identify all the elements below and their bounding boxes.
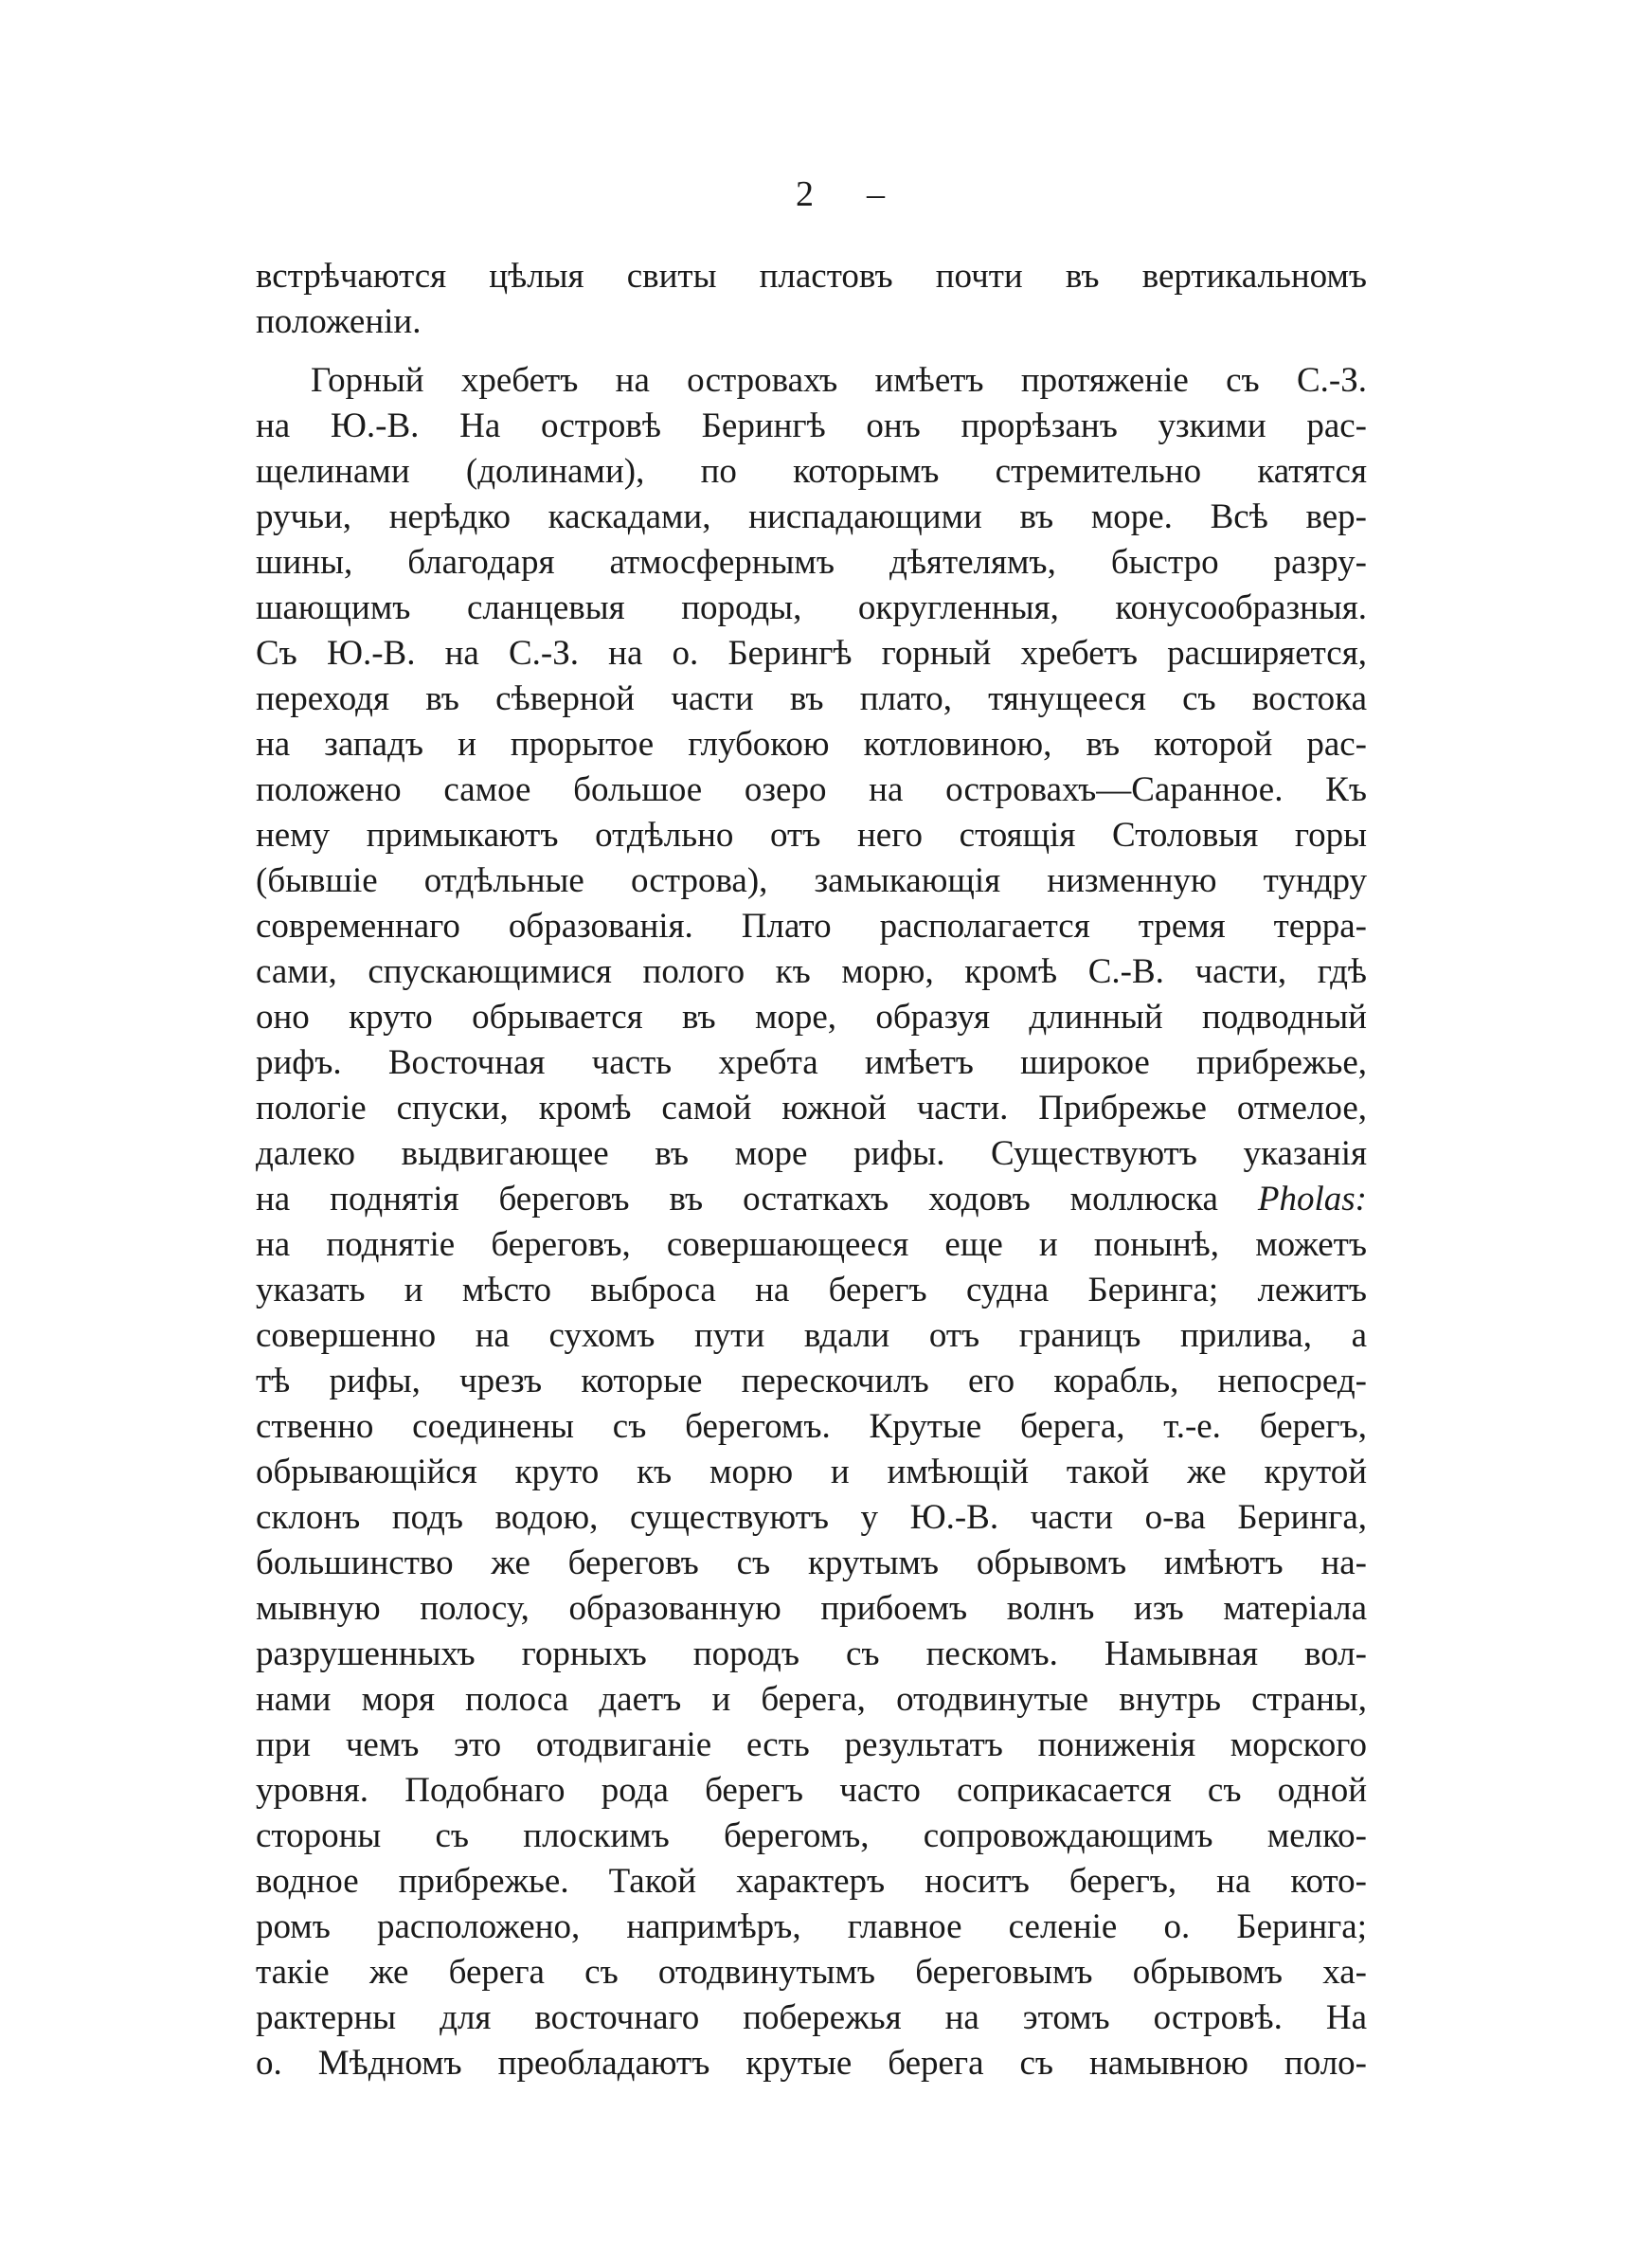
text-segment: на поднятія береговъ въ остаткахъ ходовъ моллюска bbox=[256, 1180, 1218, 1219]
header-dash: – bbox=[867, 174, 887, 214]
text-line: нему примыкаютъ отдѣльно отъ него стоящія Столовыя горы bbox=[256, 816, 1367, 855]
text-line: мывную полосу, образованную прибоемъ волнъ изъ матеріала bbox=[256, 1589, 1367, 1628]
text-line: встрѣчаются цѣлыя свиты пластовъ почти въ вертикальномъ bbox=[256, 257, 1367, 296]
text-line: Съ Ю.-В. на С.-З. на о. Берингѣ горный хребетъ расширяется, bbox=[256, 634, 1367, 673]
text-line: на Ю.-В. На островѣ Берингѣ онъ прорѣзанъ узкими рас- bbox=[256, 406, 1367, 445]
text-line: далеко выдвигающее въ море рифы. Существуютъ указанія bbox=[256, 1134, 1367, 1173]
text-line: тѣ рифы, чрезъ которые перескочилъ его корабль, непосред- bbox=[256, 1362, 1367, 1400]
text-line: уровня. Подобнаго рода берегъ часто соприкасается съ одной bbox=[256, 1771, 1367, 1810]
text-line: положеніи. bbox=[256, 302, 422, 341]
text-line: оно круто обрывается въ море, образуя длинный подводный bbox=[256, 998, 1367, 1037]
text-line: водное прибрежье. Такой характеръ носитъ берегъ, на кото- bbox=[256, 1862, 1367, 1901]
page-number: 2 bbox=[796, 174, 816, 214]
text-line: при чемъ это отодвиганіе есть результатъ пониженія морского bbox=[256, 1725, 1367, 1764]
text-line: современнаго образованія. Плато располагается тремя терра- bbox=[256, 907, 1367, 946]
text-line: щелинами (долинами), по которымъ стремительно катятся bbox=[256, 452, 1367, 491]
text-line: разрушенныхъ горныхъ породъ съ пескомъ. Намывная вол- bbox=[256, 1634, 1367, 1673]
text-line: шины, благодаря атмосфернымъ дѣятелямъ, быстро разру- bbox=[256, 543, 1367, 582]
text-line: указать и мѣсто выброса на берегъ судна Беринга; лежитъ bbox=[256, 1271, 1367, 1309]
text-line-with-italic bbox=[256, 1177, 1367, 1222]
text-line: пологіе спуски, кромѣ самой южной части. Прибрежье отмелое, bbox=[256, 1089, 1367, 1128]
page-header bbox=[796, 173, 887, 215]
text-line: совершенно на сухомъ пути вдали отъ границъ прилива, а bbox=[256, 1316, 1367, 1355]
text-line: (бывшіе отдѣльные острова), замыкающія низменную тундру bbox=[256, 861, 1367, 900]
text-line: рактерны для восточнаго побережья на этомъ островѣ. На bbox=[256, 1998, 1367, 2037]
text-line: Горный хребетъ на островахъ имѣетъ протяженіе съ С.-З. bbox=[311, 361, 1367, 400]
text-line: положено самое большое озеро на островахъ—Саранное. Къ bbox=[256, 770, 1367, 809]
text-line: обрывающійся круто къ морю и имѣющій такой же крутой bbox=[256, 1453, 1367, 1491]
text-line: склонъ подъ водою, существуютъ у Ю.-В. части о-ва Беринга, bbox=[256, 1498, 1367, 1537]
text-line: на поднятіе береговъ, совершающееся еще и понынѣ, можетъ bbox=[256, 1225, 1367, 1264]
paragraph-1 bbox=[256, 254, 1367, 345]
text-line: шающимъ сланцевыя породы, округленныя, конусообразныя. bbox=[256, 588, 1367, 627]
text-line: такіе же берега съ отодвинутымъ береговымъ обрывомъ ха- bbox=[256, 1953, 1367, 1992]
text-line: о. Мѣдномъ преобладаютъ крутые берега съ намывною поло- bbox=[256, 2044, 1367, 2083]
text-line: переходя въ сѣверной части въ плато, тянущееся съ востока bbox=[256, 679, 1367, 718]
text-line: стороны съ плоскимъ берегомъ, сопровождающимъ мелко- bbox=[256, 1816, 1367, 1855]
text-line: сами, спускающимися полого къ морю, кромѣ С.-В. части, гдѣ bbox=[256, 952, 1367, 991]
text-line: рифъ. Восточная часть хребта имѣетъ широкое прибрежье, bbox=[256, 1043, 1367, 1082]
paragraph-2 bbox=[256, 358, 1367, 2086]
text-line: ручьи, нерѣдко каскадами, ниспадающими въ море. Всѣ вер- bbox=[256, 497, 1367, 536]
text-line: нами моря полоса даетъ и берега, отодвинутые внутрь страны, bbox=[256, 1680, 1367, 1719]
text-line: на западъ и прорытое глубокою котловиною, въ которой рас- bbox=[256, 725, 1367, 764]
text-line: ственно соединены съ берегомъ. Крутые берега, т.-е. берегъ, bbox=[256, 1407, 1367, 1446]
italic-term: Pholas: bbox=[1257, 1180, 1367, 1219]
text-line: большинство же береговъ съ крутымъ обрывомъ имѣютъ на- bbox=[256, 1544, 1367, 1582]
text-line: ромъ расположено, напримѣръ, главное селеніе о. Беринга; bbox=[256, 1907, 1367, 1946]
